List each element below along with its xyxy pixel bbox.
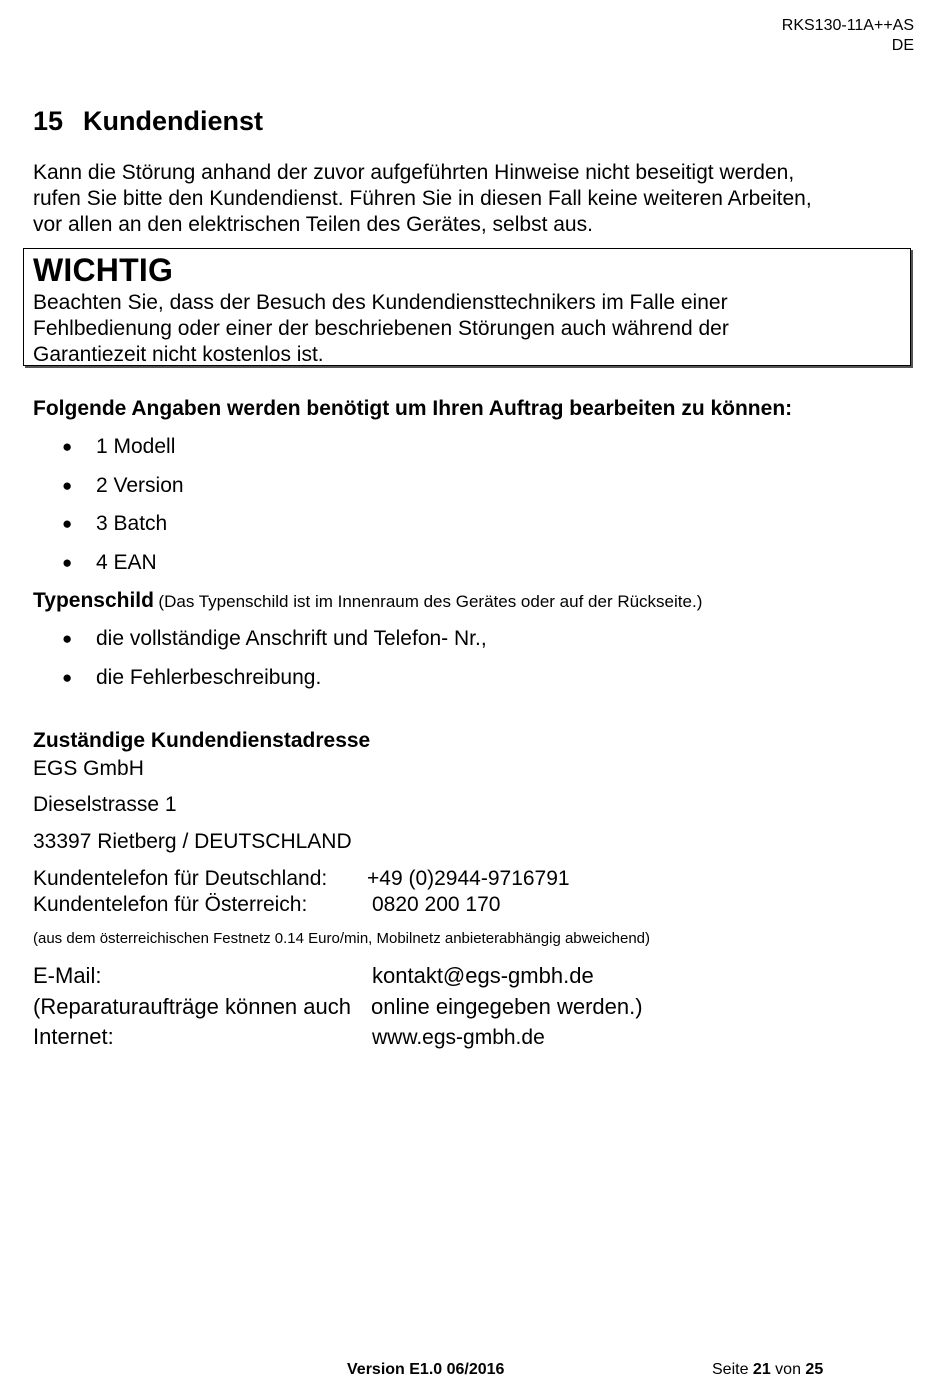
list-item-text: die Fehlerbeschreibung. <box>96 665 322 689</box>
phone-de-number: +49 (0)2944-9716791 <box>367 867 570 890</box>
bullet-icon: ● <box>62 514 73 534</box>
warning-title: WICHTIG <box>33 252 174 288</box>
footer-page-info <box>712 1360 823 1380</box>
phone-cost-note: (aus dem österreichischen Festnetz 0.14 Euro/min, Mobilnetz anbieterabhängig abweichend) <box>33 930 651 947</box>
contact-requirements-list <box>62 626 487 703</box>
list-item-text: die vollständige Anschrift und Telefon- Nr., <box>96 627 487 650</box>
bullet-icon: ● <box>62 629 73 648</box>
warning-line: Fehlbedienung oder einer der beschriebenen Störungen auch während der <box>33 317 729 340</box>
typeplate-label: Typenschild <box>33 589 154 612</box>
city-address: 33397 Rietberg / DEUTSCHLAND <box>33 830 352 853</box>
page-mid: von <box>775 1361 801 1378</box>
requirements-heading: Folgende Angaben werden benötigt um Ihren Auftrag bearbeiten zu können: <box>33 397 793 420</box>
list-item-text: 4 EAN <box>96 551 157 575</box>
phone-de-label: Kundentelefon für Deutschland: <box>33 867 328 890</box>
bullet-icon: ● <box>62 667 73 687</box>
section-title <box>33 104 263 138</box>
requirements-list <box>62 434 184 589</box>
warning-line: Beachten Sie, dass der Besuch des Kundendiensttechnikers im Falle einer <box>33 291 728 314</box>
language-code: DE <box>891 37 914 54</box>
email-address: kontakt@egs-gmbh.de <box>372 963 594 988</box>
phone-at-label: Kundentelefon für Österreich: <box>33 893 308 916</box>
bullet-icon: ● <box>62 475 73 495</box>
list-item-text: 2 Version <box>96 473 184 497</box>
section-number: 15 <box>33 106 64 136</box>
intro-line: Kann die Störung anhand der zuvor aufgeführten Hinweise nicht beseitigt werden, <box>33 161 795 184</box>
company-name: EGS GmbH <box>33 757 144 780</box>
typeplate-line <box>33 588 702 616</box>
footer-version: Version E1.0 06/2016 <box>347 1361 505 1378</box>
model-number: RKS130-11A++AS <box>781 17 914 34</box>
phone-at-number: 0820 200 170 <box>372 893 501 916</box>
typeplate-note: (Das Typenschild ist im Innenraum des Gerätes oder auf der Rückseite.) <box>158 592 703 611</box>
address-heading: Zuständige Kundendienstadresse <box>33 729 371 752</box>
warning-box <box>23 248 911 366</box>
section-heading: Kundendienst <box>83 106 263 136</box>
bullet-icon: ● <box>62 437 73 456</box>
warning-text <box>33 290 729 368</box>
bullet-icon: ● <box>62 553 73 573</box>
list-item <box>62 434 184 473</box>
street-address: Dieselstrasse 1 <box>33 793 177 816</box>
list-item <box>62 511 184 550</box>
internet-address: www.egs-gmbh.de <box>372 1026 545 1049</box>
page-number: 21 <box>752 1361 771 1378</box>
list-item-text: 3 Batch <box>96 512 168 536</box>
email-label: E-Mail: <box>33 963 102 988</box>
list-item <box>62 550 184 589</box>
intro-paragraph <box>33 160 812 238</box>
page-total: 25 <box>805 1361 824 1378</box>
repair-note-left: (Reparaturaufträge können auch <box>33 994 351 1019</box>
warning-line: Garantiezeit nicht kostenlos ist. <box>33 343 324 366</box>
page-prefix: Seite <box>712 1361 749 1378</box>
list-item <box>62 473 184 512</box>
document-header <box>782 16 914 56</box>
intro-line: vor allen an den elektrischen Teilen des Gerätes, selbst aus. <box>33 213 593 236</box>
list-item <box>62 665 487 704</box>
intro-line: rufen Sie bitte den Kundendienst. Führen Sie in diesen Fall keine weiteren Arbeiten, <box>33 187 812 210</box>
list-item <box>62 626 487 665</box>
internet-label: Internet: <box>33 1024 114 1049</box>
repair-note-right: online eingegeben werden.) <box>371 994 643 1019</box>
list-item-text: 1 Modell <box>96 435 176 458</box>
